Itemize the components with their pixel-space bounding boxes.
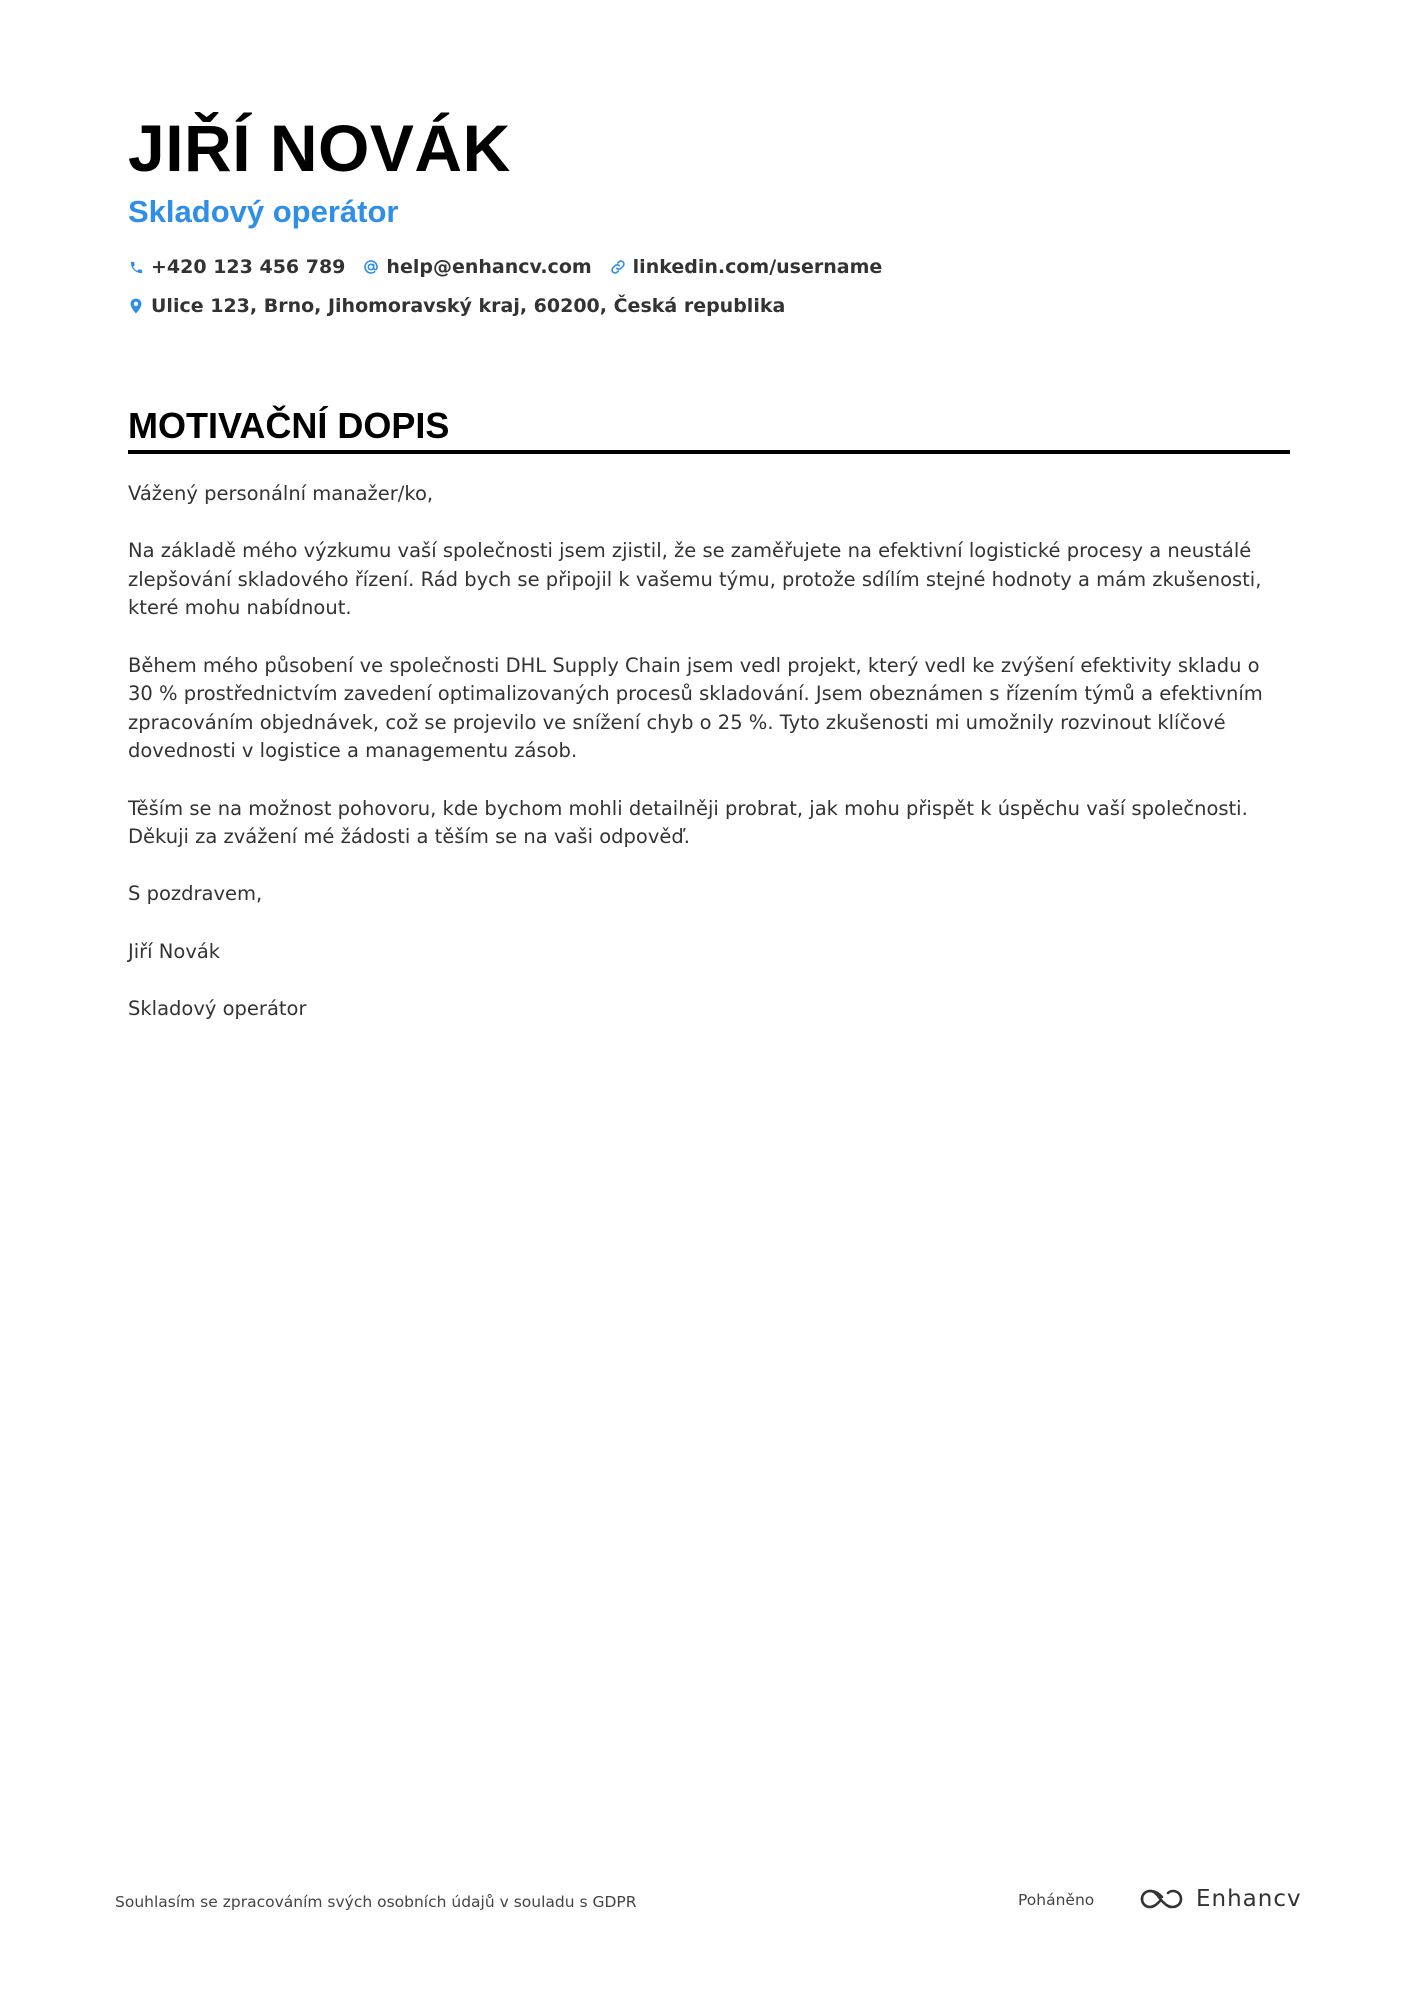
job-title: Skladový operátor	[128, 194, 399, 229]
letter-paragraph: Na základě mého výzkumu vaší společnosti jsem zjistil, že se zaměřujete na efektivní logistické procesy a neustálé zlepšování skladového řízení. Rád bych se připojil k vašemu týmu, protože sdílím stejné hodnoty a mám zkušenosti, které mohu nabídnout.	[128, 539, 1262, 620]
signature-name: Jiří Novák	[128, 939, 221, 963]
section-divider	[128, 450, 1290, 454]
at-icon	[363, 259, 379, 275]
contact-row-secondary	[128, 291, 803, 321]
contact-address	[128, 295, 785, 317]
contact-linkedin[interactable]	[610, 256, 883, 278]
linkedin-text: linkedin.com/username	[632, 256, 883, 278]
enhancv-brand[interactable]	[1138, 1879, 1302, 1919]
contact-phone[interactable]	[128, 256, 345, 278]
enhancv-logo-icon	[1138, 1885, 1186, 1913]
contact-row-primary	[128, 252, 900, 282]
phone-icon	[128, 259, 144, 275]
location-pin-icon	[128, 298, 144, 314]
gdpr-consent: Souhlasím se zpracováním svých osobních údajů v souladu s GDPR	[115, 1893, 637, 1911]
letter-body	[128, 480, 1290, 1052]
email-text: help@enhancv.com	[386, 256, 592, 278]
brand-name: Enhancv	[1196, 1886, 1302, 1912]
link-icon	[610, 259, 626, 275]
letter-closing: S pozdravem,	[128, 882, 263, 906]
candidate-name: JIŘÍ NOVÁK	[128, 111, 511, 185]
powered-by-label: Poháněno	[1018, 1891, 1095, 1909]
section-title: MOTIVAČNÍ DOPIS	[128, 405, 450, 446]
signature-role: Skladový operátor	[128, 996, 307, 1020]
letter-paragraph: Těším se na možnost pohovoru, kde bychom mohli detailněji probrat, jak mohu přispět k úspěchu vaší společnosti. Děkuji za zvážení mé žádosti a těším se na vaši odpověď.	[128, 796, 1248, 849]
address-text: Ulice 123, Brno, Jihomoravský kraj, 60200, Česká republika	[151, 295, 786, 317]
letter-paragraph: Během mého působení ve společnosti DHL Supply Chain jsem vedl projekt, který vedl ke zvýšení efektivity skladu o 30 % prostřednictvím zavedení optimalizovaných procesů skladování. Jsem obeznámen s řízením týmů a efektivním zpracováním objednávek, což se projevilo ve snížení chyb o 25 %. Tyto zkušenosti mi umožnily rozvinout klíčové dovednosti v logistice a managementu zásob.	[128, 653, 1263, 763]
phone-text: +420 123 456 789	[151, 256, 346, 278]
letter-greeting: Vážený personální manažer/ko,	[128, 482, 434, 505]
contact-email[interactable]	[363, 256, 591, 278]
